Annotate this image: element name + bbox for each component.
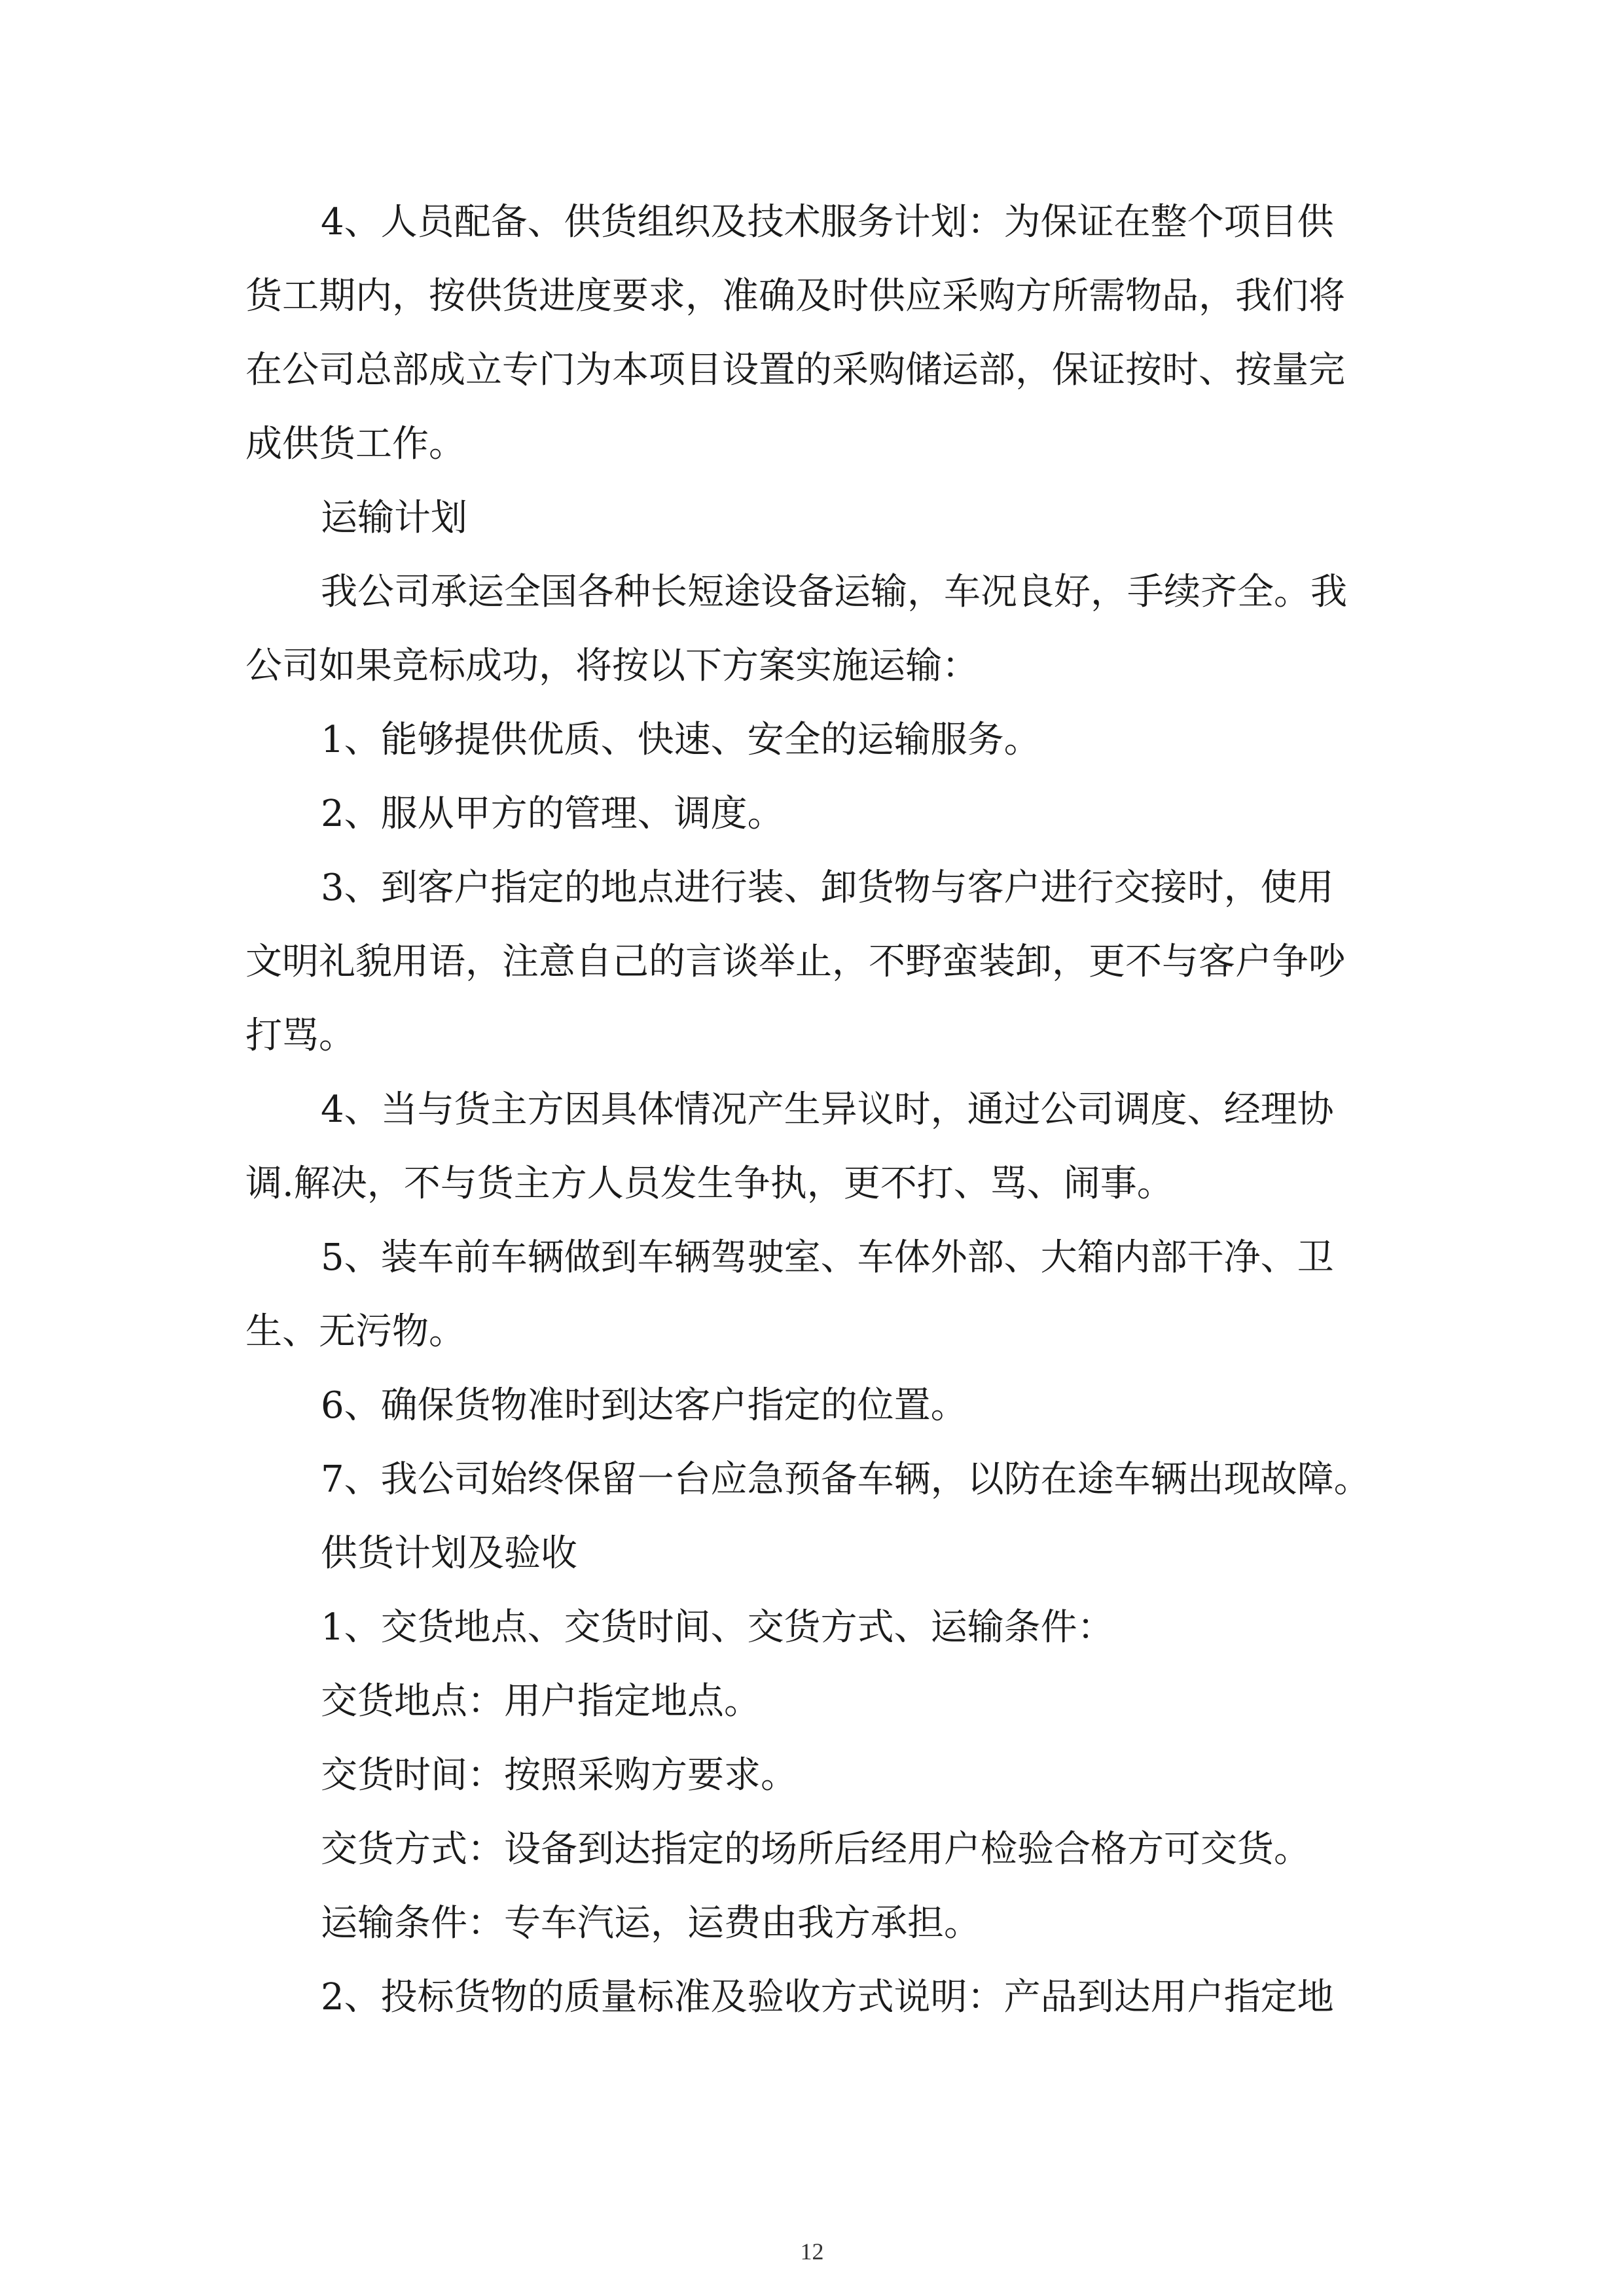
- list-item: 1、交货地点、交货时间、交货方式、运输条件：: [321, 1606, 1114, 1649]
- list-item: 3、到客户指定的地点进行装、卸货物与客户进行交接时，使用: [321, 867, 1334, 909]
- paragraph-line: 打骂。: [245, 1014, 355, 1057]
- list-item: 5、装车前车辆做到车辆驾驶室、车体外部、大箱内部干净、卫: [321, 1236, 1334, 1279]
- paragraph-line: 货工期内，按供货进度要求，准确及时供应采购方所需物品，我们将: [245, 275, 1345, 317]
- list-item: 7、我公司始终保留一台应急预备车辆，以防在途车辆出现故障。: [321, 1458, 1371, 1501]
- list-item: 6、确保货物准时到达客户指定的位置。: [321, 1384, 967, 1427]
- section-heading: 供货计划及验收: [321, 1532, 577, 1575]
- list-item: 2、投标货物的质量标准及验收方式说明：产品到达用户指定地: [321, 1976, 1334, 2018]
- page-number: 12: [800, 2238, 824, 2265]
- paragraph-line: 文明礼貌用语，注意自己的言谈举止，不野蛮装卸，更不与客户争吵: [245, 941, 1345, 983]
- section-heading: 运输计划: [321, 497, 467, 539]
- paragraph-line: 公司如果竞标成功，将按以下方案实施运输：: [245, 645, 979, 687]
- list-item: 4、当与货主方因具体情况产生异议时，通过公司调度、经理协: [321, 1088, 1334, 1131]
- paragraph-line: 生、无污物。: [245, 1310, 465, 1353]
- detail-line: 交货时间：按照采购方要求。: [321, 1754, 797, 1797]
- paragraph-line: 4、人员配备、供货组织及技术服务计划：为保证在整个项目供: [321, 201, 1334, 243]
- paragraph-line: 调.解决，不与货主方人员发生争执，更不打、骂、闹事。: [245, 1162, 1174, 1205]
- detail-line: 运输条件：专车汽运，运费由我方承担。: [321, 1902, 981, 1945]
- paragraph-line: 我公司承运全国各种长短途设备运输，车况良好，手续齐全。我: [321, 571, 1347, 613]
- list-item: 1、能够提供优质、快速、安全的运输服务。: [321, 719, 1041, 761]
- detail-line: 交货地点：用户指定地点。: [321, 1680, 761, 1723]
- paragraph-line: 成供货工作。: [245, 423, 465, 465]
- paragraph-line: 在公司总部成立专门为本项目设置的采购储运部，保证按时、按量完: [245, 349, 1345, 391]
- detail-line: 交货方式：设备到达指定的场所后经用户检验合格方可交货。: [321, 1828, 1310, 1871]
- list-item: 2、服从甲方的管理、调度。: [321, 793, 784, 835]
